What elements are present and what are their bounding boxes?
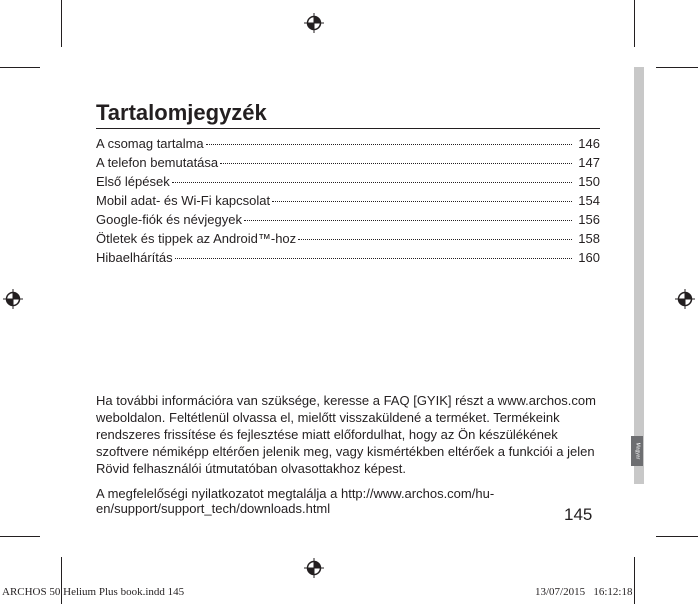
toc-item[interactable]	[96, 174, 600, 193]
language-tab	[631, 436, 643, 466]
crop-mark-top-right-v	[634, 0, 635, 47]
toc-item-page: 158	[578, 231, 600, 246]
toc-item[interactable]	[96, 250, 600, 269]
page-title: Tartalomjegyzék	[96, 100, 267, 125]
slug-timestamp: 13/07/2015 16:12:18	[535, 586, 633, 598]
crop-mark-top-right-h	[656, 67, 698, 68]
toc-item-page: 146	[578, 136, 600, 151]
crop-mark-top-left-v	[61, 0, 62, 47]
toc-item[interactable]	[96, 231, 600, 250]
registration-mark-bottom-icon	[304, 558, 324, 578]
crop-mark-top-left-h	[0, 67, 40, 68]
toc-item[interactable]	[96, 212, 600, 231]
toc-leader	[220, 163, 572, 164]
toc-item-page: 150	[578, 174, 600, 189]
toc-item-page: 154	[578, 193, 600, 208]
toc-item-label: A csomag tartalma	[96, 136, 204, 151]
side-bar	[634, 67, 644, 484]
title-rule	[96, 128, 600, 129]
toc-item-label: A telefon bemutatása	[96, 155, 219, 170]
crop-mark-bottom-right-h	[656, 536, 698, 537]
slug-filename: ARCHOS 50 Helium Plus book.indd 145	[2, 586, 185, 598]
toc-item-label: Ötletek és tippek az Android™-hoz	[96, 231, 297, 246]
declaration-paragraph: A megfelelőségi nyilatkozatot megtalálja a http://www.archos.com/hu-en/support/support_tech/downloads.html	[96, 486, 495, 516]
crop-mark-bottom-right-v	[634, 557, 635, 604]
toc-leader	[172, 182, 572, 183]
toc-item-label: Google-fiók és névjegyek	[96, 212, 242, 227]
toc-item-label: Hibaelhárítás	[96, 250, 173, 265]
table-of-contents	[96, 136, 600, 269]
toc-item[interactable]	[96, 193, 600, 212]
info-paragraph: Ha további információra van szüksége, keresse a FAQ [GYIK] részt a www.archos.com weboldalon. Feltétlenül olvassa el, mielőtt visszaküldené a terméket. Termékeink rendszeres frissítése és fejlesztése miatt előfordulhat, hogy az Ön készülékének szoftvere némiképp eltérően jelenik meg, vagy kismértékben eltérőek a funkciói a jelen Rövid felhasználói útmutatóban olvasottakhoz képest.	[96, 393, 596, 476]
toc-leader	[244, 220, 572, 221]
crop-mark-bottom-left-h	[0, 536, 40, 537]
registration-mark-right-icon	[675, 289, 695, 309]
toc-item-page: 156	[578, 212, 600, 227]
registration-mark-top-icon	[304, 13, 324, 33]
registration-mark-left-icon	[3, 289, 23, 309]
toc-item[interactable]	[96, 136, 600, 155]
page-number: 145	[564, 505, 593, 524]
toc-item-label: Első lépések	[96, 174, 170, 189]
toc-leader	[206, 144, 572, 145]
toc-item-page: 160	[578, 250, 600, 265]
toc-item-page: 147	[578, 155, 600, 170]
toc-leader	[298, 239, 572, 240]
toc-item-label: Mobil adat- és Wi-Fi kapcsolat	[96, 193, 271, 208]
toc-leader	[272, 201, 572, 202]
toc-leader	[175, 258, 572, 259]
toc-item[interactable]	[96, 155, 600, 174]
language-tab-label: Magyar	[634, 442, 640, 460]
